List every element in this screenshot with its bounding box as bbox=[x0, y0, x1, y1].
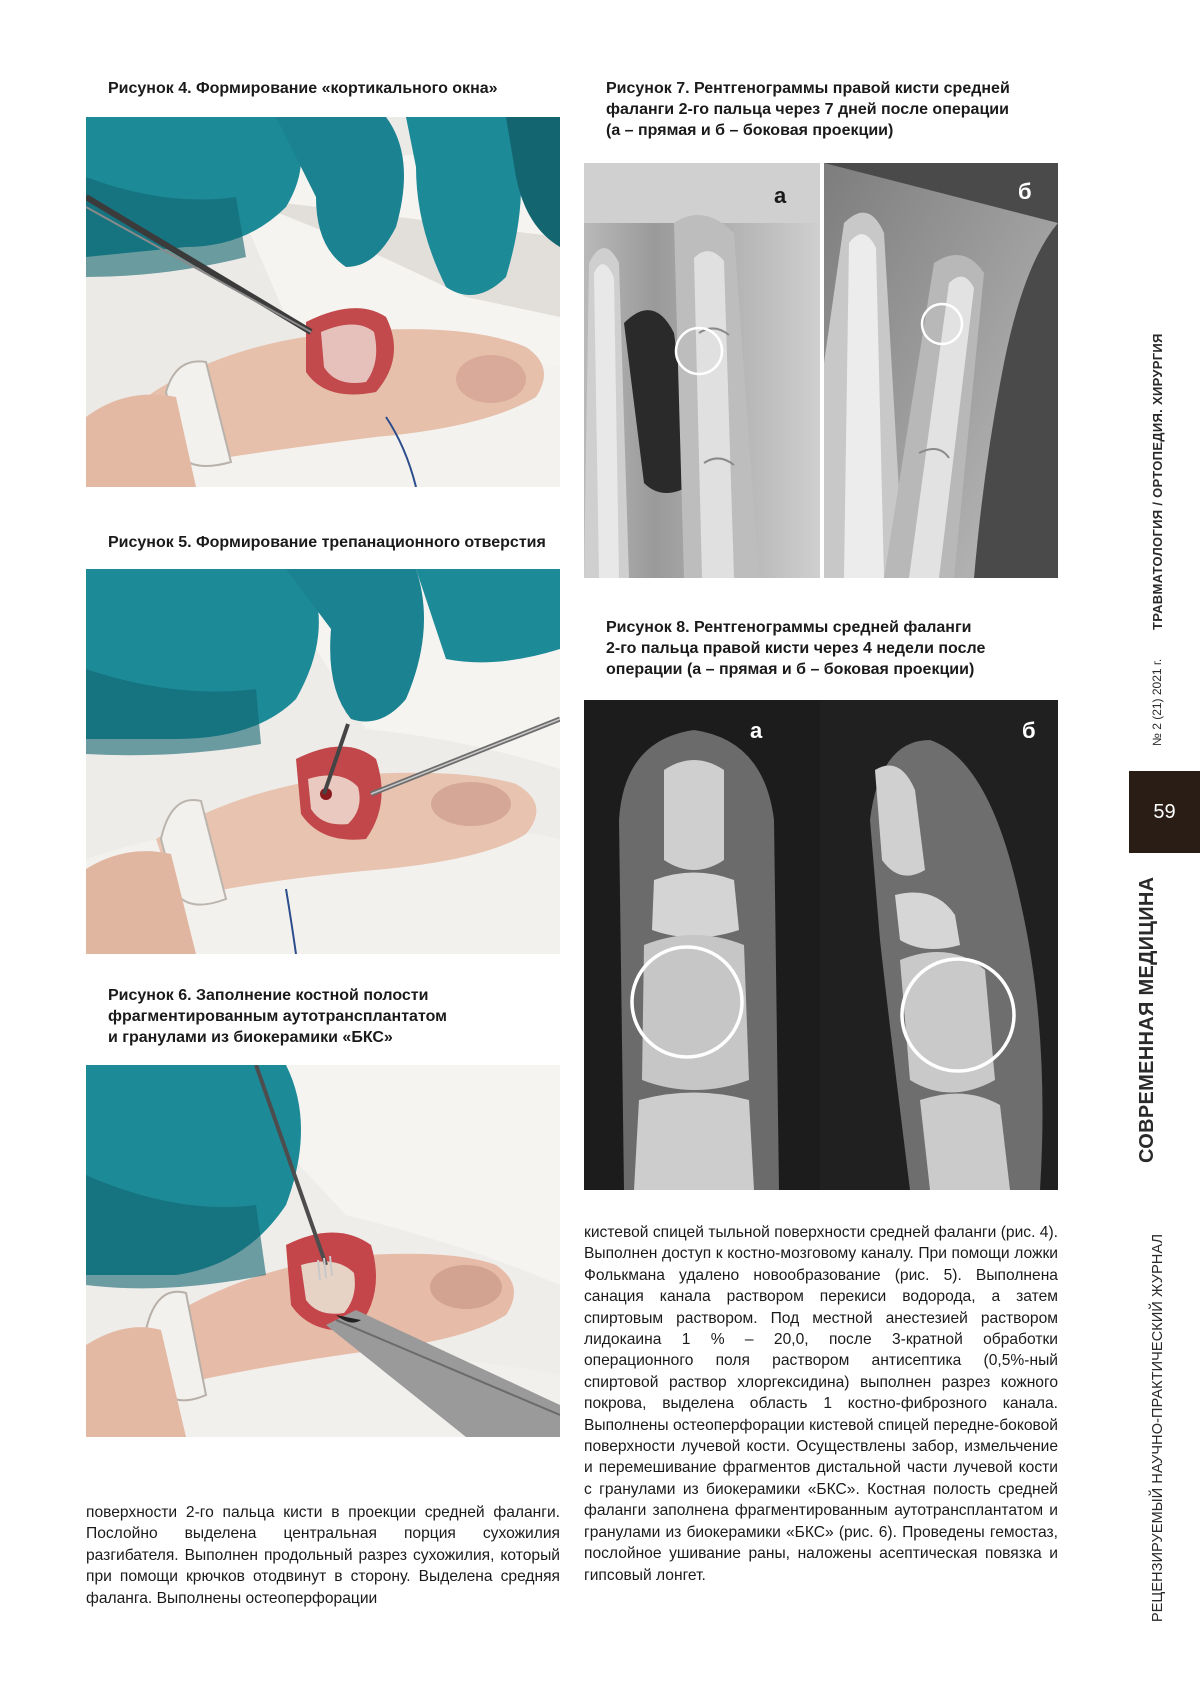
left-column-text: поверхности 2-го пальца кисти в проекции средней фаланги. Послойно выделена центральная порция сухожилия разгибателя. Выполнен продольный разрез сухожилия, который при помощи крючков отодвинут в сторону. Выделена средняя фаланга. Выполнены остеоперфорации bbox=[86, 1504, 560, 1607]
figure-7-caption-line-1: Рисунок 7. Рентгенограммы правой кисти средней bbox=[606, 80, 1010, 97]
figure-8-xray-a bbox=[584, 700, 820, 1190]
figure-8-caption-line-1: Рисунок 8. Рентгенограммы средней фаланги bbox=[606, 619, 972, 636]
figure-6-photo bbox=[86, 1065, 560, 1437]
right-column-text: кистевой спицей тыльной поверхности средней фаланги (рис. 4). Выполнен доступ к костно-мозговому каналу. При помощи ложки Фолькмана удалено новообразование (рис. 5). Выполнена санация канала раствором перекиси водорода, а затем спиртовым раствором. Под местной анестезией раствором лидокаина 1 % – 20,0, после 3-кратной обработки операционного поля раствором антисептика (0,5%-ный спиртовой раствор хлоргексидина) выполнен разрез кожного покрова, выделена область 1 костно-фиброзного канала. Выполнены остеоперфорации кистевой спицей передне-боковой поверхности лучевой кости. Осуществлены забор, измельчение и перемешивание фрагментов дистальной части лучевой кости с гранулами из биокерамики «БКС». Костная полость средней фаланги заполнена фрагментированным аутотрансплантатом и гранулами из биокерамики «БКС» (рис. 6). Проведены гемостаз, послойное ушивание раны, наложены асептическая повязка и гипсовый лонгет. bbox=[584, 1224, 1058, 1584]
figure-8-caption-line-3: операции (а – прямая и б – боковая проекции) bbox=[606, 661, 975, 678]
figure-7-label-a: а bbox=[774, 183, 787, 208]
sidebar-issue: № 2 (21) 2021 г. bbox=[1150, 658, 1164, 746]
figure-6-caption-line-3: и гранулами из биокерамики «БКС» bbox=[108, 1029, 393, 1046]
figure-7-caption-line-2: фаланги 2-го пальца через 7 дней после операции bbox=[606, 101, 1009, 118]
figure-5-caption: Рисунок 5. Формирование трепанационного отверстия bbox=[108, 534, 546, 551]
figure-5-photo bbox=[86, 569, 560, 954]
figure-7-xray-b bbox=[824, 163, 1058, 578]
page-number: 59 bbox=[1129, 771, 1200, 853]
sidebar-section: ТРАВМАТОЛОГИЯ / ОРТОПЕДИЯ. ХИРУРГИЯ bbox=[1150, 333, 1165, 630]
figure-6-caption-line-1: Рисунок 6. Заполнение костной полости bbox=[108, 987, 429, 1004]
figure-8-caption bbox=[606, 617, 1046, 680]
figure-7-caption-line-3: (а – прямая и б – боковая проекции) bbox=[606, 122, 894, 139]
figure-8-caption-line-2: 2-го пальца правой кисти через 4 недели после bbox=[606, 640, 986, 657]
figure-7-xray-a bbox=[584, 163, 820, 578]
journal-subtitle: РЕЦЕНЗИРУЕМЫЙ НАУЧНО-ПРАКТИЧЕСКИЙ ЖУРНАЛ bbox=[1150, 1233, 1166, 1622]
figure-4-photo bbox=[86, 117, 560, 487]
figure-6-caption-line-2: фрагментированным аутотрансплантатом bbox=[108, 1008, 447, 1025]
figure-8-label-a: а bbox=[750, 718, 763, 743]
figure-8-label-b: б bbox=[1022, 718, 1036, 743]
figure-6-caption bbox=[108, 985, 578, 1048]
journal-title: СОВРЕМЕННАЯ МЕДИЦИНА bbox=[1136, 876, 1158, 1163]
figure-7-label-b: б bbox=[1018, 179, 1032, 204]
figure-8-xray-b bbox=[820, 700, 1058, 1190]
figure-4-caption: Рисунок 4. Формирование «кортикального окна» bbox=[108, 80, 498, 97]
figure-7-caption bbox=[606, 78, 1046, 141]
